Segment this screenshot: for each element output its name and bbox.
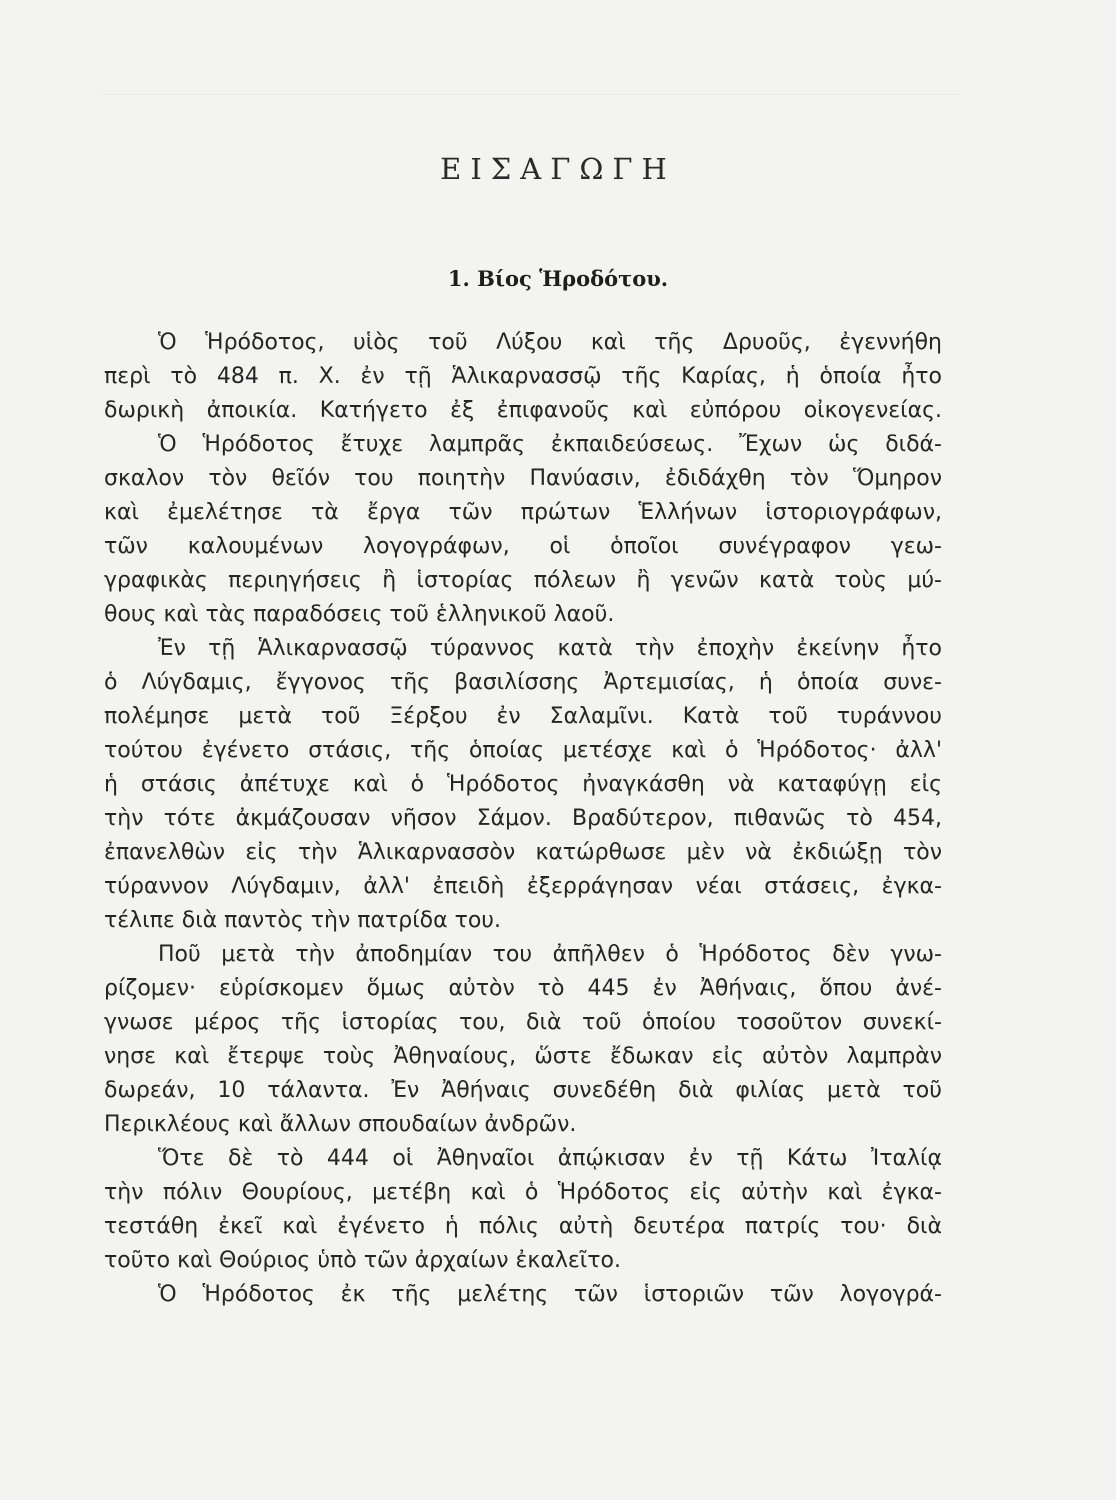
text-line: δωρικὴ ἀποικία. Κατήγετο ἐξ ἐπιφανοῦς καὶ εὐπόρου οἰκογενείας. — [104, 398, 942, 423]
text-line: θους καὶ τὰς παραδόσεις τοῦ ἑλληνικοῦ λαοῦ. — [104, 602, 615, 627]
text-line: τύραννον Λύγδαμιν, ἀλλ' ἐπειδὴ ἐξερράγησαν νέαι στάσεις, ἐγκα- — [104, 874, 942, 899]
body-text — [104, 326, 942, 1312]
text-line: τὴν πόλιν Θουρίους, μετέβη καὶ ὁ Ἡρόδοτος εἰς αὐτὴν καὶ ἐγκα- — [104, 1180, 942, 1205]
text-line: καὶ ἐμελέτησε τὰ ἔργα τῶν πρώτων Ἑλλήνων ἱστοριογράφων, — [104, 500, 942, 525]
text-line: τὴν τότε ἀκμάζουσαν νῆσον Σάμον. Βραδύτερον, πιθανῶς τὸ 454, — [104, 806, 942, 831]
bleed-through-header — [100, 80, 960, 95]
text-line: Ποῦ μετὰ τὴν ἀποδημίαν του ἀπῆλθεν ὁ Ἡρόδοτος δὲν γνω- — [158, 942, 942, 967]
text-line: ἐπανελθὼν εἰς τὴν Ἁλικαρνασσὸν κατώρθωσε μὲν νὰ ἐκδιώξῃ τὸν — [104, 840, 942, 865]
text-line: Ἐν τῇ Ἁλικαρνασσῷ τύραννος κατὰ τὴν ἐποχὴν ἐκείνην ἦτο — [158, 636, 942, 661]
text-line: γραφικὰς περιηγήσεις ἢ ἱστορίας πόλεων ἢ γενῶν κατὰ τοὺς μύ- — [104, 568, 942, 593]
text-line: πολέμησε μετὰ τοῦ Ξέρξου ἐν Σαλαμῖνι. Κατὰ τοῦ τυράννου — [104, 704, 942, 729]
text-line: ρίζομεν· εὑρίσκομεν ὅμως αὐτὸν τὸ 445 ἐν Ἀθήναις, ὅπου ἀνέ- — [104, 976, 942, 1001]
text-line: ὁ Λύγδαμις, ἔγγονος τῆς βασιλίσσης Ἀρτεμισίας, ἡ ὁποία συνε- — [104, 670, 942, 695]
text-line: γνωσε μέρος τῆς ἱστορίας του, διὰ τοῦ ὁποίου τοσοῦτον συνεκί- — [104, 1010, 942, 1035]
text-line: τοῦτο καὶ Θούριος ὑπὸ τῶν ἀρχαίων ἐκαλεῖτο. — [104, 1248, 621, 1273]
section-heading: 1. Βίος Ἡροδότου. — [447, 266, 669, 291]
text-line: τῶν καλουμένων λογογράφων, οἱ ὁποῖοι συνέγραφον γεω- — [104, 534, 942, 559]
text-line: περὶ τὸ 484 π. Χ. ἐν τῇ Ἁλικαρνασσῷ τῆς Καρίας, ἡ ὁποία ἦτο — [104, 364, 942, 389]
text-line: σκαλον τὸν θεῖόν του ποιητὴν Πανύασιν, ἐδιδάχθη τὸν Ὅμηρον — [104, 466, 942, 491]
text-line: Ὅτε δὲ τὸ 444 οἱ Ἀθηναῖοι ἀπῴκισαν ἐν τῇ Κάτω Ἰταλίᾳ — [158, 1146, 942, 1171]
text-line: Ὁ Ἡρόδοτος, υἱὸς τοῦ Λύξου καὶ τῆς Δρυοῦς, ἐγεννήθη — [158, 330, 942, 355]
text-line: νησε καὶ ἔτερψε τοὺς Ἀθηναίους, ὥστε ἔδωκαν εἰς αὐτὸν λαμπρὰν — [104, 1044, 942, 1069]
text-line: τεστάθη ἐκεῖ καὶ ἐγένετο ἡ πόλις αὐτὴ δευτέρα πατρίς του· διὰ — [104, 1214, 942, 1239]
text-line: Ὁ Ἡρόδοτος ἐκ τῆς μελέτης τῶν ἱστοριῶν τῶν λογογρά- — [158, 1282, 942, 1307]
text-line: δωρεάν, 10 τάλαντα. Ἐν Ἀθήναις συνεδέθη διὰ φιλίας μετὰ τοῦ — [104, 1078, 942, 1103]
text-line: ἡ στάσις ἀπέτυχε καὶ ὁ Ἡρόδοτος ἠναγκάσθη νὰ καταφύγῃ εἰς — [104, 772, 942, 797]
text-line: τούτου ἐγένετο στάσις, τῆς ὁποίας μετέσχε καὶ ὁ Ἡρόδοτος· ἀλλ' — [104, 738, 942, 763]
text-line: Περικλέους καὶ ἄλλων σπουδαίων ἀνδρῶν. — [104, 1112, 577, 1137]
page-title: ΕΙΣΑΓΩΓΗ — [440, 152, 676, 186]
text-line: Ὁ Ἡρόδοτος ἔτυχε λαμπρᾶς ἐκπαιδεύσεως. Ἔχων ὡς διδά- — [158, 432, 942, 457]
text-line: τέλιπε διὰ παντὸς τὴν πατρίδα του. — [104, 908, 502, 933]
